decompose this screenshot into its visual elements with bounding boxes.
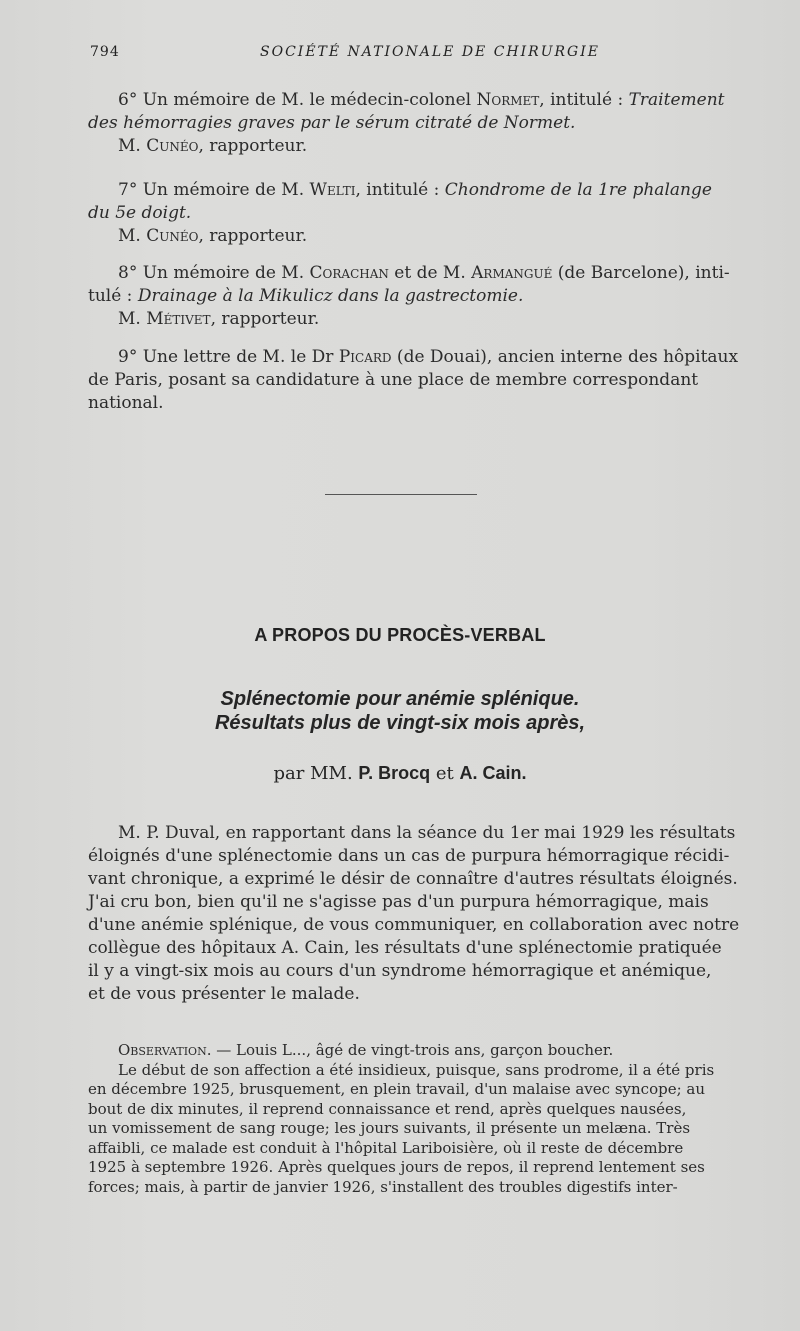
agenda-item-6 [88,89,766,158]
item-7-line-1: 7° Un mémoire de M. Welti, intitulé : Chondrome de la 1re phalange [118,180,712,200]
item-8-reporter: M. Métivet, rapporteur. [118,309,320,329]
agenda-item-9 [88,346,766,415]
observation-first-line: Observation. — Louis L..., âgé de vingt-trois ans, garçon boucher. [118,1041,614,1059]
item-6-reporter: M. Cunéo, rapporteur. [118,136,308,156]
observation-line: bout de dix minutes, il reprend connaissance et rend, après quelques nausées, [88,1099,687,1118]
running-title: SOCIÉTÉ NATIONALE DE CHIRURGIE [260,44,600,60]
body-paragraph [88,822,766,1006]
body-line: il y a vingt-six mois au cours d'un syndrome hémorragique et anémique, [88,961,712,981]
item-9-line-1: 9° Une lettre de M. le Dr Picard (de Douai), ancien interne des hôpitaux [118,347,739,367]
article-title-line-1: Splénectomie pour anémie splénique. [220,688,580,710]
observation-line: 1925 à septembre 1926. Après quelques jours de repos, il reprend lentement ses [88,1158,705,1176]
observation-line: affaibli, ce malade est conduit à l'hôpital Lariboisière, où il reste de décembre [88,1138,684,1157]
observation-label: Observation [118,1041,207,1059]
author-2: A. Cain. [459,763,527,783]
body-line: et de vous présenter le malade. [88,984,360,1004]
agenda-item-8 [88,262,766,331]
item-7-reporter: M. Cunéo, rapporteur. [118,226,308,246]
item-9-line-2: de Paris, posant sa candidature à une place de membre correspondant [88,370,699,390]
item-8-line-2: tulé : Drainage à la Mikulicz dans la gastrectomie. [88,286,524,306]
item-7-line-2: du 5e doigt. [88,203,192,223]
observation-line: un vomissement de sang rouge; les jours suivants, il présente un melæna. Très [88,1119,691,1137]
page-number: 794 [90,44,120,60]
body-line: M. P. Duval, en rapportant dans la séance du 1er mai 1929 les résultats [118,823,736,843]
observation-line: forces; mais, à partir de janvier 1926, s'installent des troubles digestifs inter- [88,1177,678,1196]
item-8-line-1: 8° Un mémoire de M. Corachan et de M. Armangué (de Barcelone), inti- [118,263,730,283]
item-9-line-3: national. [88,393,164,413]
body-line: d'une anémie splénique, de vous communiquer, en collaboration avec notre [88,915,740,935]
item-6-line-1: 6° Un mémoire de M. le médecin-colonel Normet, intitulé : Traitement [118,90,725,110]
author-name: Normet [476,90,540,110]
article-authors: par MM. P. Brocq et A. Cain. [273,763,527,784]
author-name: Welti [309,180,356,200]
observation-line: Le début de son affection a été insidieux, puisque, sans prodrome, il a été pris [118,1060,715,1079]
section-divider [325,494,477,495]
body-line: éloignés d'une splénectomie dans un cas de purpura hémorragique récidi- [88,846,730,866]
item-6-line-2: des hémorragies graves par le sérum citraté de Normet. [88,113,576,133]
article-title-line-2: Résultats plus de vingt-six mois après, [214,712,586,734]
author-1: P. Brocq [358,763,431,783]
body-line: vant chronique, a exprimé le désir de connaître d'autres résultats éloignés. [88,869,738,889]
body-line: collègue des hôpitaux A. Cain, les résultats d'une splénectomie pratiquée [88,938,722,958]
body-line: J'ai cru bon, bien qu'il ne s'agisse pas d'un purpura hémorragique, mais [88,892,709,912]
agenda-item-7 [88,179,766,248]
article-title [0,687,800,735]
observation-paragraph [88,1041,766,1197]
page-header [90,44,770,64]
section-heading: A PROPOS DU PROCÈS-VERBAL [254,625,546,645]
observation-line: en décembre 1925, brusquement, en plein travail, d'un malaise avec syncope; au [88,1080,705,1098]
